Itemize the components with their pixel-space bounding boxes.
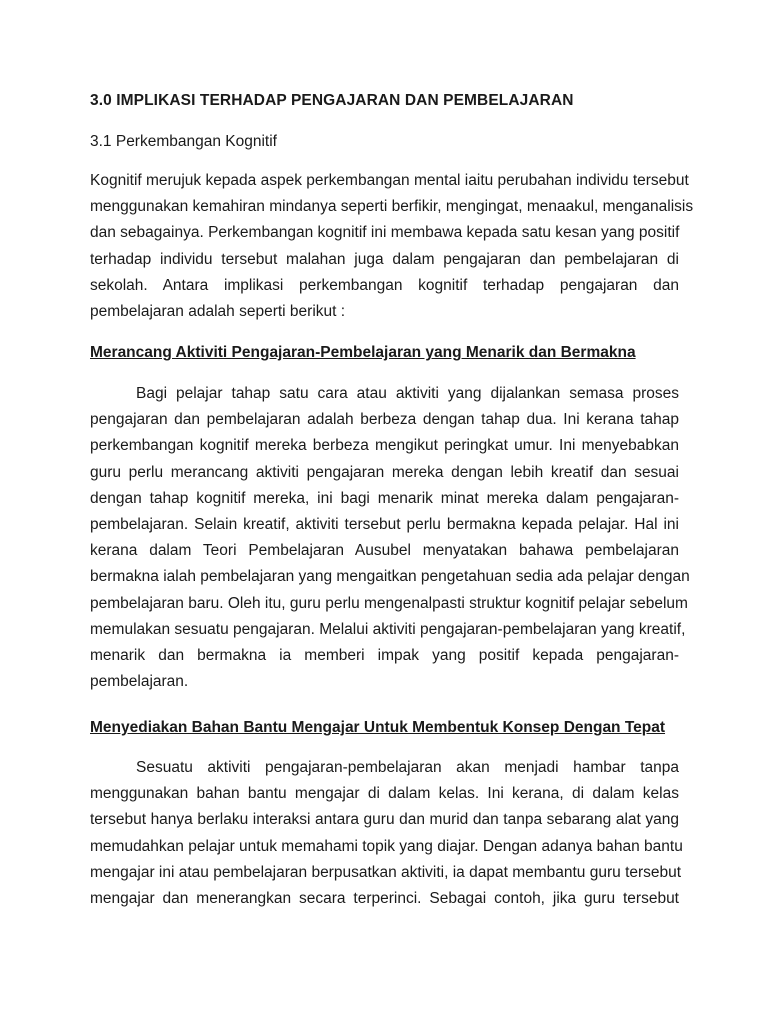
section-2-paragraph bbox=[90, 755, 683, 912]
paragraph-line: pembelajaran. bbox=[90, 673, 189, 691]
paragraph-line: menggunakan kemahiran mindanya seperti berfikir, mengingat, menaakul, menganalisis bbox=[90, 198, 694, 216]
intro-paragraph bbox=[90, 168, 694, 325]
paragraph-line: Sesuatu aktiviti pengajaran-pembelajaran akan menjadi hambar tanpa bbox=[136, 759, 679, 776]
paragraph-line: pembelajaran adalah seperti berikut : bbox=[90, 302, 346, 320]
paragraph-line: Bagi pelajar tahap satu cara atau aktiviti yang dijalankan semasa proses bbox=[136, 385, 679, 402]
paragraph-line: pembelajaran. Selain kreatif, aktiviti tersebut perlu bermakna kepada pelajar. Hal ini bbox=[90, 515, 679, 533]
paragraph-line: mengajar ini atau pembelajaran berpusatkan aktiviti, ia dapat membantu guru tersebut bbox=[90, 863, 682, 881]
paragraph-line: memudahkan pelajar untuk memahami topik yang diajar. Dengan adanya bahan bantu bbox=[90, 837, 683, 855]
section-1-paragraph bbox=[90, 381, 690, 695]
paragraph-line: menarik dan bermakna ia memberi impak yang positif kepada pengajaran- bbox=[90, 646, 679, 664]
paragraph-line: dengan tahap kognitif mereka, ini bagi menarik minat mereka dalam pengajaran- bbox=[90, 489, 679, 507]
chapter-heading: 3.0 IMPLIKASI TERHADAP PENGAJARAN DAN PEMBELAJARAN bbox=[90, 92, 574, 109]
paragraph-line: dan sebagainya. Perkembangan kognitif ini membawa kepada satu kesan yang positif bbox=[90, 224, 680, 242]
paragraph-line: mengajar dan menerangkan secara terperinci. Sebagai contoh, jika guru tersebut bbox=[90, 889, 679, 907]
paragraph-line: perkembangan kognitif mereka berbeza mengikut peringkat umur. Ini menyebabkan bbox=[90, 437, 679, 455]
paragraph-line: bermakna ialah pembelajaran yang mengaitkan pengetahuan sedia ada pelajar dengan bbox=[90, 568, 690, 586]
subsection-heading: 3.1 Perkembangan Kognitif bbox=[90, 133, 277, 150]
paragraph-line: sekolah. Antara implikasi perkembangan kognitif terhadap pengajaran dan bbox=[90, 276, 679, 294]
section-title-1: Merancang Aktiviti Pengajaran-Pembelajaran yang Menarik dan Bermakna bbox=[90, 344, 636, 361]
section-title-2: Menyediakan Bahan Bantu Mengajar Untuk Membentuk Konsep Dengan Tepat bbox=[90, 719, 666, 736]
paragraph-line: menggunakan bahan bantu mengajar di dalam kelas. Ini kerana, di dalam kelas bbox=[90, 785, 679, 803]
paragraph-line: tersebut hanya berlaku interaksi antara guru dan murid dan tanpa sebarang alat yang bbox=[90, 811, 679, 829]
paragraph-line: kerana dalam Teori Pembelajaran Ausubel menyatakan bahawa pembelajaran bbox=[90, 542, 679, 560]
paragraph-line: pembelajaran baru. Oleh itu, guru perlu mengenalpasti struktur kognitif pelajar sebelum bbox=[90, 594, 688, 612]
paragraph-line: guru perlu merancang aktiviti pengajaran mereka dengan lebih kreatif dan sesuai bbox=[90, 463, 679, 481]
paragraph-line: terhadap individu tersebut malahan juga dalam pengajaran dan pembelajaran di bbox=[90, 250, 679, 268]
paragraph-line: memulakan sesuatu pengajaran. Melalui aktiviti pengajaran-pembelajaran yang kreatif, bbox=[90, 620, 686, 638]
paragraph-line: pengajaran dan pembelajaran adalah berbeza dengan tahap dua. Ini kerana tahap bbox=[90, 411, 679, 429]
paragraph-line: Kognitif merujuk kepada aspek perkembangan mental iaitu perubahan individu tersebut bbox=[90, 172, 689, 189]
